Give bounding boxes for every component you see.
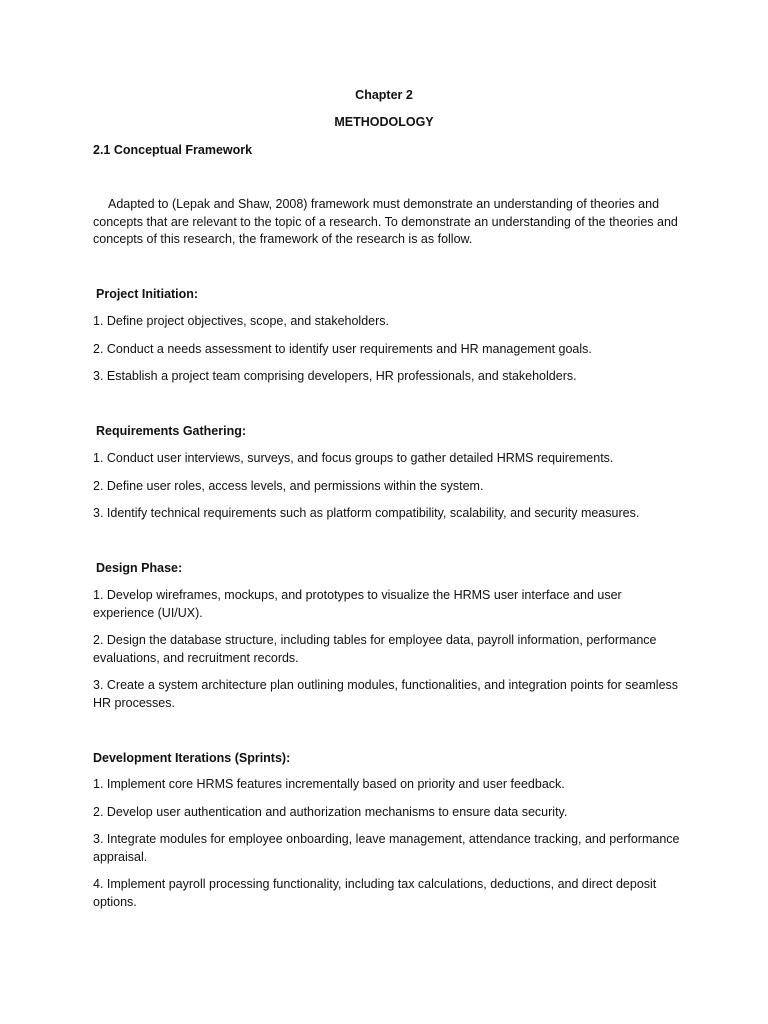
list-item: 4. Implement payroll processing functionality, including tax calculations, deductions, and direct deposit options. xyxy=(93,877,657,909)
phase-heading-development-iterations: Development Iterations (Sprints): xyxy=(93,751,291,765)
list-item: 3. Identify technical requirements such as platform compatibility, scalability, and security measures. xyxy=(93,506,640,520)
section-heading: 2.1 Conceptual Framework xyxy=(93,143,253,157)
intro-paragraph: Adapted to (Lepak and Shaw, 2008) framework must demonstrate an understanding of theories and concepts that are relevant to the topic of a research. To demonstrate an understanding of the theories and concepts of this research, the framework of the research is as follow. xyxy=(93,197,678,246)
phase-heading-design: Design Phase: xyxy=(96,561,183,575)
chapter-label: Chapter 2 xyxy=(355,88,413,102)
list-item: 2. Define user roles, access levels, and permissions within the system. xyxy=(93,479,484,493)
list-item: 2. Design the database structure, including tables for employee data, payroll information, performance evaluations, and recruitment records. xyxy=(93,633,657,665)
chapter-title: METHODOLOGY xyxy=(334,115,434,129)
phase-heading-project-initiation: Project Initiation: xyxy=(96,287,199,301)
list-item: 3. Establish a project team comprising developers, HR professionals, and stakeholders. xyxy=(93,369,577,383)
list-item: 2. Develop user authentication and authorization mechanisms to ensure data security. xyxy=(93,805,568,819)
list-item: 1. Develop wireframes, mockups, and prototypes to visualize the HRMS user interface and user experience (UI/UX). xyxy=(93,588,622,620)
phase-heading-requirements-gathering: Requirements Gathering: xyxy=(96,424,247,438)
list-item: 1. Define project objectives, scope, and stakeholders. xyxy=(93,314,390,328)
list-item: 3. Create a system architecture plan outlining modules, functionalities, and integration points for seamless HR processes. xyxy=(93,678,679,710)
list-item: 3. Integrate modules for employee onboarding, leave management, attendance tracking, and performance appraisal. xyxy=(93,832,680,864)
list-item: 1. Implement core HRMS features incrementally based on priority and user feedback. xyxy=(93,777,565,791)
list-item: 1. Conduct user interviews, surveys, and focus groups to gather detailed HRMS requirements. xyxy=(93,451,614,465)
list-item: 2. Conduct a needs assessment to identify user requirements and HR management goals. xyxy=(93,342,592,356)
